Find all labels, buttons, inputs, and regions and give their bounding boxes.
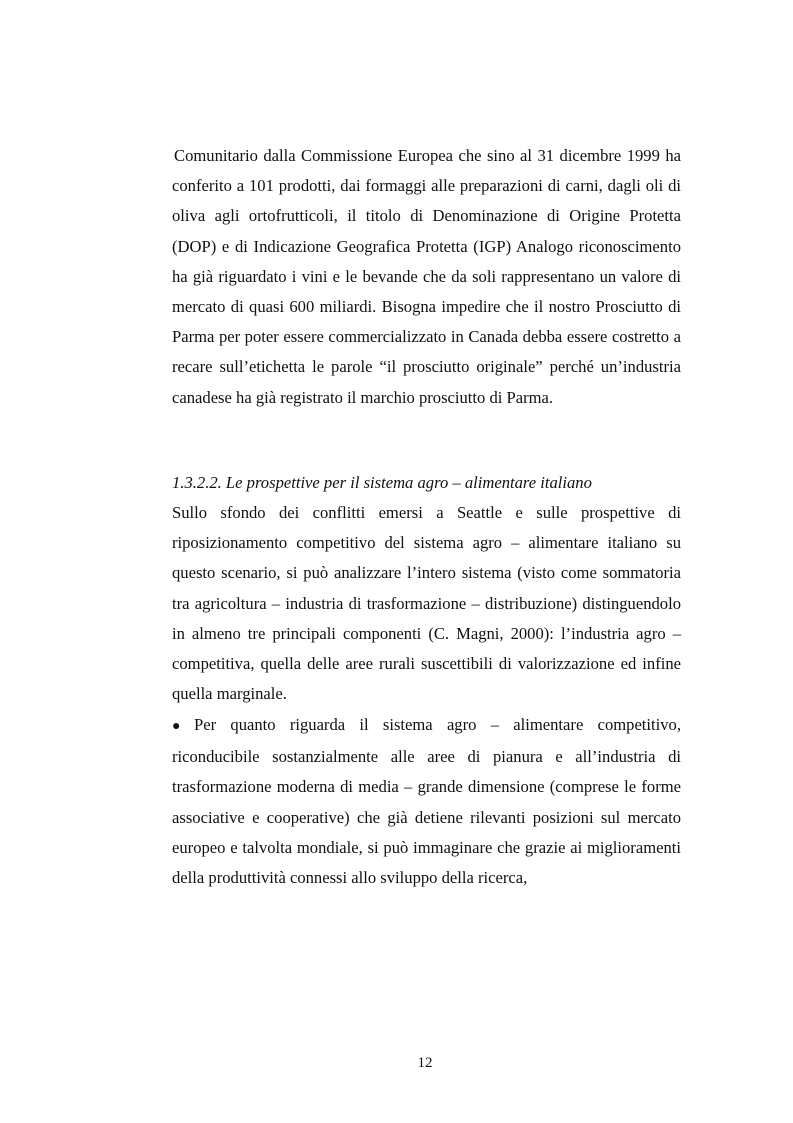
section-heading: 1.3.2.2. Le prospettive per il sistema agro – alimentare italiano — [172, 473, 592, 492]
page-number: 12 — [417, 1055, 433, 1071]
bullet-paragraph-text: Per quanto riguarda il sistema agro – alimentare competitivo, riconducibile sostanzialmente alle aree di pianura e all’industria di trasformazione moderna di media – grande dimensione (comprese le forme associative e cooperative) che già detiene rilevanti posizioni sul mercato europeo e talvolta mondiale, si può immaginare che grazie ai miglioramenti della produttività connessi allo sviluppo della ricerca, — [172, 715, 681, 888]
bullet-icon: ● — [172, 719, 181, 734]
paragraph-seattle: Sullo sfondo dei conflitti emersi a Seattle e sulle prospettive di riposizionamento competitivo del sistema agro – alimentare italiano su questo scenario, si può analizzare l’intero sistema (visto come sommatoria tra agricoltura – industria di trasformazione – distribuzione) distinguendolo in almeno tre principali componenti (C. Magni, 2000): l’industria agro – competitiva, quella delle aree rurali suscettibili di valorizzazione ed infine quella marginale. — [172, 503, 681, 704]
bullet-paragraph — [172, 710, 681, 893]
paragraph-intro: Comunitario dalla Commissione Europea che sino al 31 dicembre 1999 ha conferito a 101 prodotti, dai formaggi alle preparazioni di carni, dagli oli di oliva agli ortofrutticoli, il titolo di Denominazione di Origine Protetta (DOP) e di Indicazione Geografica Protetta (IGP) Analogo riconoscimento ha già riguardato i vini e le bevande che da soli rappresentano un valore di mercato di quasi 600 miliardi. Bisogna impedire che il nostro Prosciutto di Parma per poter essere commercializzato in Canada debba essere costretto a recare sull’etichetta le parole “il prosciutto originale” perché un’industria canadese ha già registrato il marchio prosciutto di Parma. — [172, 146, 681, 407]
